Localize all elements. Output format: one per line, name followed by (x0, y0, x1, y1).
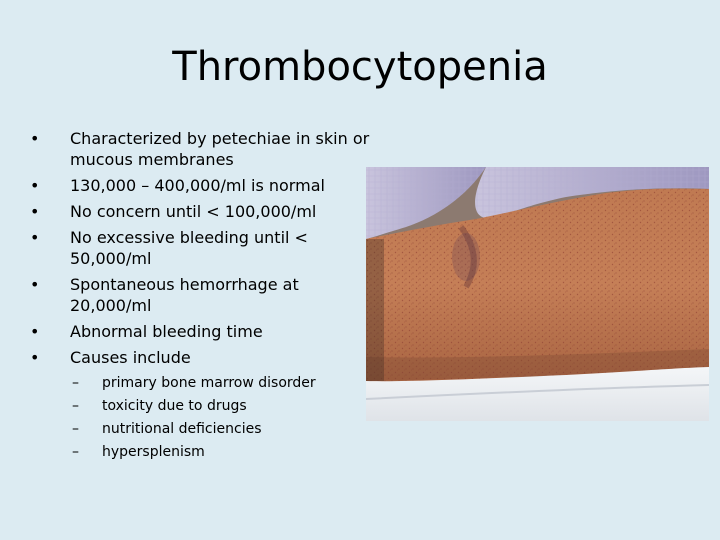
bullet-text: Abnormal bleeding time (70, 322, 263, 341)
bullet-icon: • (30, 275, 40, 294)
bullet-item (30, 227, 370, 269)
sub-bullet-item (70, 418, 370, 441)
sub-bullet-text: nutritional deficiencies (102, 421, 262, 437)
bullet-icon: • (30, 202, 40, 221)
dash-icon: – (72, 444, 79, 460)
bullet-icon: • (30, 129, 40, 148)
bullet-icon: • (30, 348, 40, 367)
bullet-text: 130,000 – 400,000/ml is normal (70, 176, 325, 195)
slide-title: Thrombocytopenia (172, 44, 548, 90)
bullet-item (30, 175, 370, 196)
bullet-text: Characterized by petechiae in skin or mucous membranes (70, 129, 370, 169)
bullet-item (30, 347, 370, 464)
bullet-icon: • (30, 228, 40, 247)
bullet-item (30, 201, 370, 222)
sub-bullet-item (70, 395, 370, 418)
dash-icon: – (72, 421, 79, 437)
bullet-icon: • (30, 322, 40, 341)
bullet-item (30, 321, 370, 342)
dash-icon: – (72, 398, 79, 414)
bullet-text: Spontaneous hemorrhage at 20,000/ml (70, 275, 299, 315)
bullet-text: No excessive bleeding until < 50,000/ml (70, 228, 308, 268)
bullet-text: Causes include (70, 348, 191, 367)
bullet-item (30, 128, 370, 170)
sub-bullet-text: hypersplenism (102, 444, 205, 460)
bullet-list (30, 128, 370, 469)
bullet-icon: • (30, 176, 40, 195)
bullet-item (30, 274, 370, 316)
bullet-text: No concern until < 100,000/ml (70, 202, 317, 221)
sub-bullet-item (70, 441, 370, 464)
sub-bullet-list (70, 372, 370, 464)
dash-icon: – (72, 375, 79, 391)
sub-bullet-text: toxicity due to drugs (102, 398, 247, 414)
petechiae-arm-photo (366, 167, 709, 421)
sub-bullet-text: primary bone marrow disorder (102, 375, 316, 391)
sub-bullet-item (70, 372, 370, 395)
